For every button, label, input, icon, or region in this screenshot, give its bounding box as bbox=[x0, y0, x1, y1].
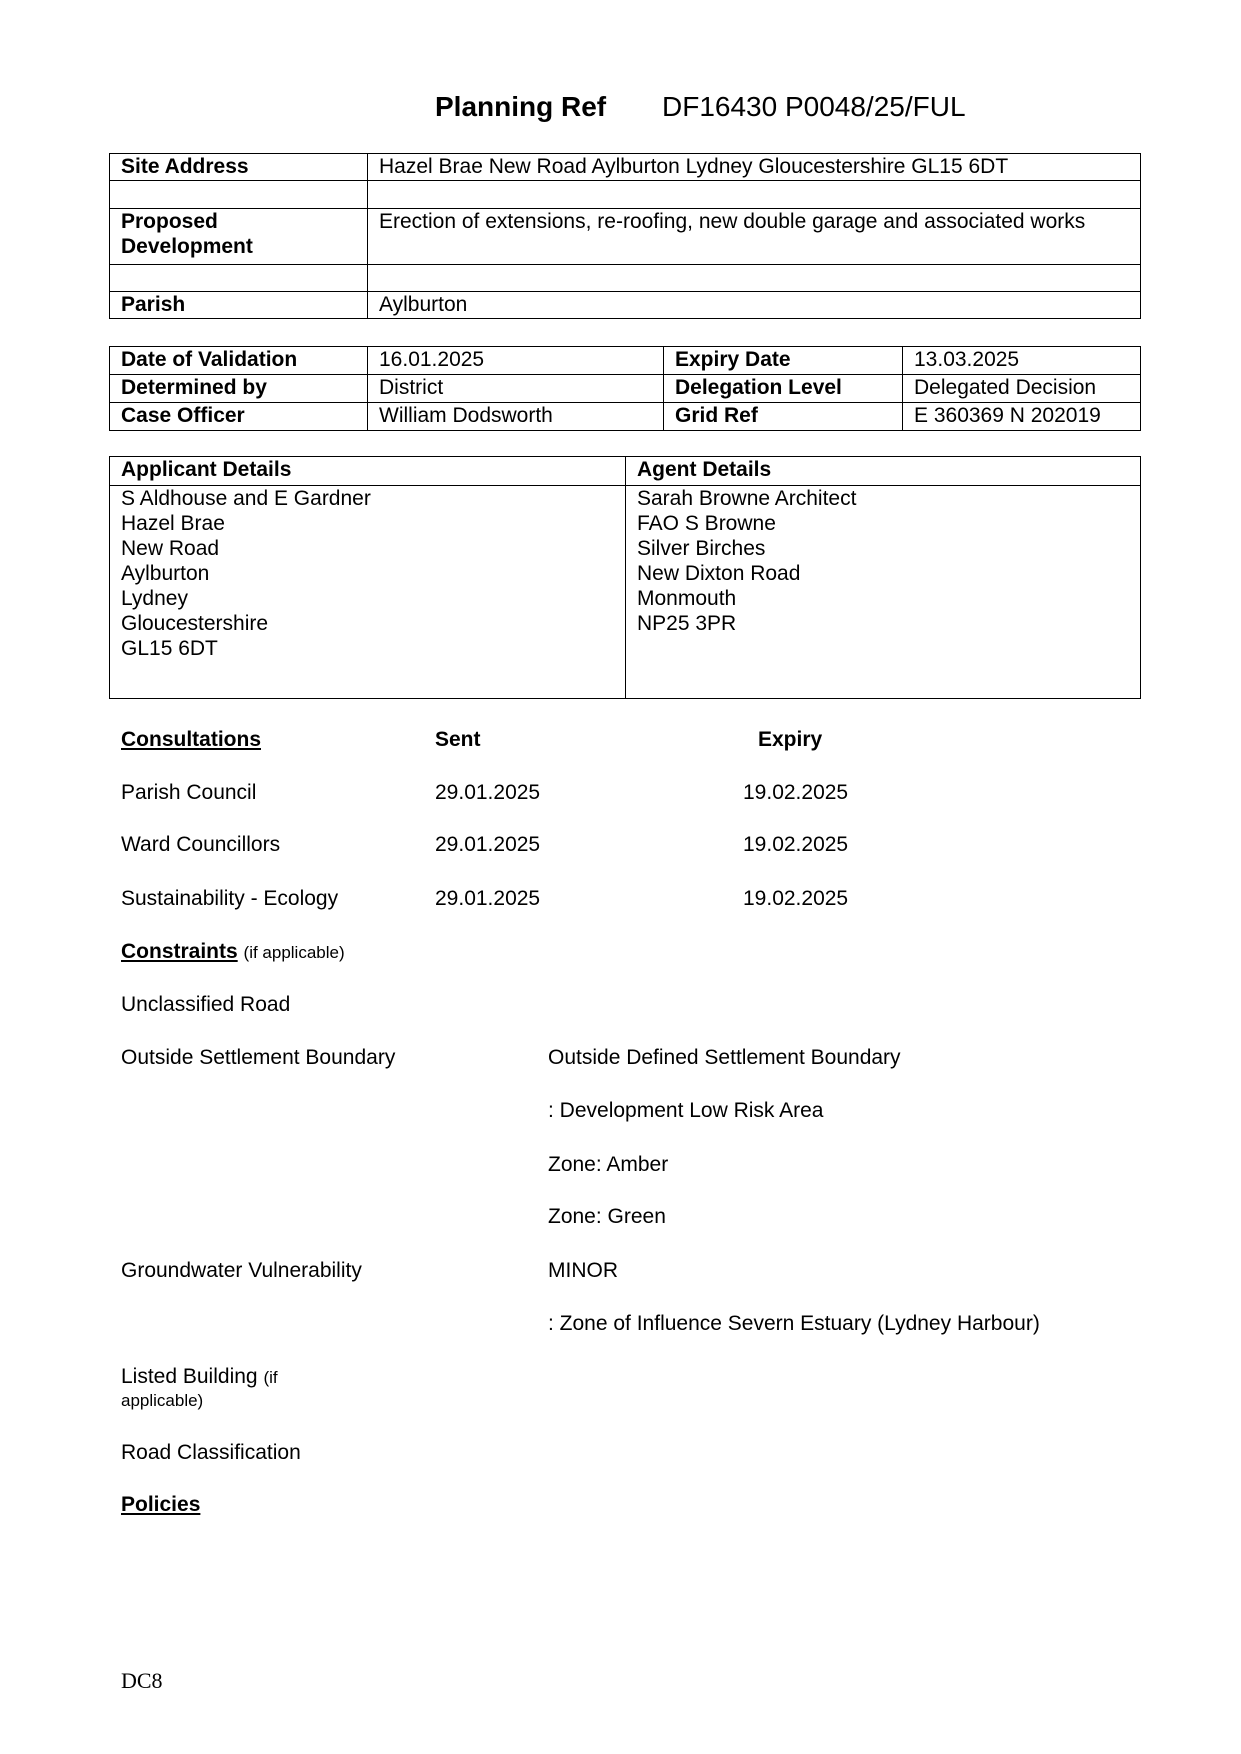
zone-green: Zone: Green bbox=[548, 1205, 666, 1228]
consultee-expiry: 19.02.2025 bbox=[743, 887, 849, 910]
groundwater-value: MINOR bbox=[548, 1259, 618, 1282]
delegation-label: Delegation Level bbox=[664, 375, 903, 403]
listed-building-note: applicable) bbox=[121, 1391, 204, 1410]
validation-label: Date of Validation bbox=[110, 347, 368, 375]
agent-label: Agent Details bbox=[626, 457, 1141, 486]
parish-label: Parish bbox=[110, 292, 368, 319]
site-address: Hazel Brae New Road Aylburton Lydney Gloucestershire GL15 6DT bbox=[368, 154, 1141, 181]
agent-details: Sarah Browne Architect FAO S Browne Silver Birches New Dixton Road Monmouth NP25 3PR bbox=[626, 486, 1141, 699]
outside-boundary-label: Outside Settlement Boundary bbox=[121, 1046, 396, 1069]
site-table bbox=[109, 153, 1141, 319]
contacts-table bbox=[109, 456, 1141, 699]
validation-date: 16.01.2025 bbox=[368, 347, 664, 375]
planning-ref-value: DF16430 P0048/25/FUL bbox=[662, 91, 966, 122]
expiry-label: Expiry Date bbox=[664, 347, 903, 375]
site-address-label: Site Address bbox=[110, 154, 368, 181]
consultee-sent: 29.01.2025 bbox=[435, 781, 541, 804]
consultee-expiry: 19.02.2025 bbox=[743, 781, 849, 804]
proposed-development-label: Proposed Development bbox=[110, 209, 368, 265]
road-classification: Road Classification bbox=[121, 1441, 301, 1464]
case-officer: William Dodsworth bbox=[368, 403, 664, 431]
applicant-details: S Aldhouse and E Gardner Hazel Brae New Road Aylburton Lydney Gloucestershire GL15 6DT bbox=[110, 486, 626, 699]
unclassified-road: Unclassified Road bbox=[121, 993, 291, 1016]
determined-by: District bbox=[368, 375, 664, 403]
grid-ref: E 360369 N 202019 bbox=[903, 403, 1141, 431]
gridref-label: Grid Ref bbox=[664, 403, 903, 431]
applicant-label: Applicant Details bbox=[110, 457, 626, 486]
footer-code: DC8 bbox=[121, 1668, 163, 1693]
consultee-expiry: 19.02.2025 bbox=[743, 833, 849, 856]
outside-boundary-value: Outside Defined Settlement Boundary bbox=[548, 1046, 901, 1069]
expiry-header: Expiry bbox=[758, 728, 823, 751]
parish: Aylburton bbox=[368, 292, 1141, 319]
consultee-sent: 29.01.2025 bbox=[435, 887, 541, 910]
proposed-development: Erection of extensions, re-roofing, new double garage and associated works bbox=[368, 209, 1141, 265]
consultee-sent: 29.01.2025 bbox=[435, 833, 541, 856]
consultee-name: Ward Councillors bbox=[121, 833, 281, 856]
zone-of-influence: : Zone of Influence Severn Estuary (Lydney Harbour) bbox=[548, 1312, 1040, 1335]
planning-ref-label: Planning Ref bbox=[435, 91, 607, 122]
policies-heading: Policies bbox=[121, 1493, 201, 1516]
constraints-heading-row: Constraints (if applicable) bbox=[121, 940, 345, 963]
determined-label: Determined by bbox=[110, 375, 368, 403]
listed-building-label: Listed Building (if bbox=[121, 1365, 278, 1388]
consultations-heading: Consultations bbox=[121, 728, 261, 751]
low-risk-area: : Development Low Risk Area bbox=[548, 1099, 824, 1122]
consultee-name: Parish Council bbox=[121, 781, 257, 804]
delegation-level: Delegated Decision bbox=[903, 375, 1141, 403]
zone-amber: Zone: Amber bbox=[548, 1153, 669, 1176]
expiry-date: 13.03.2025 bbox=[903, 347, 1141, 375]
officer-label: Case Officer bbox=[110, 403, 368, 431]
dates-table bbox=[109, 346, 1141, 431]
consultee-name: Sustainability - Ecology bbox=[121, 887, 339, 910]
groundwater-label: Groundwater Vulnerability bbox=[121, 1259, 362, 1282]
sent-header: Sent bbox=[435, 728, 481, 751]
